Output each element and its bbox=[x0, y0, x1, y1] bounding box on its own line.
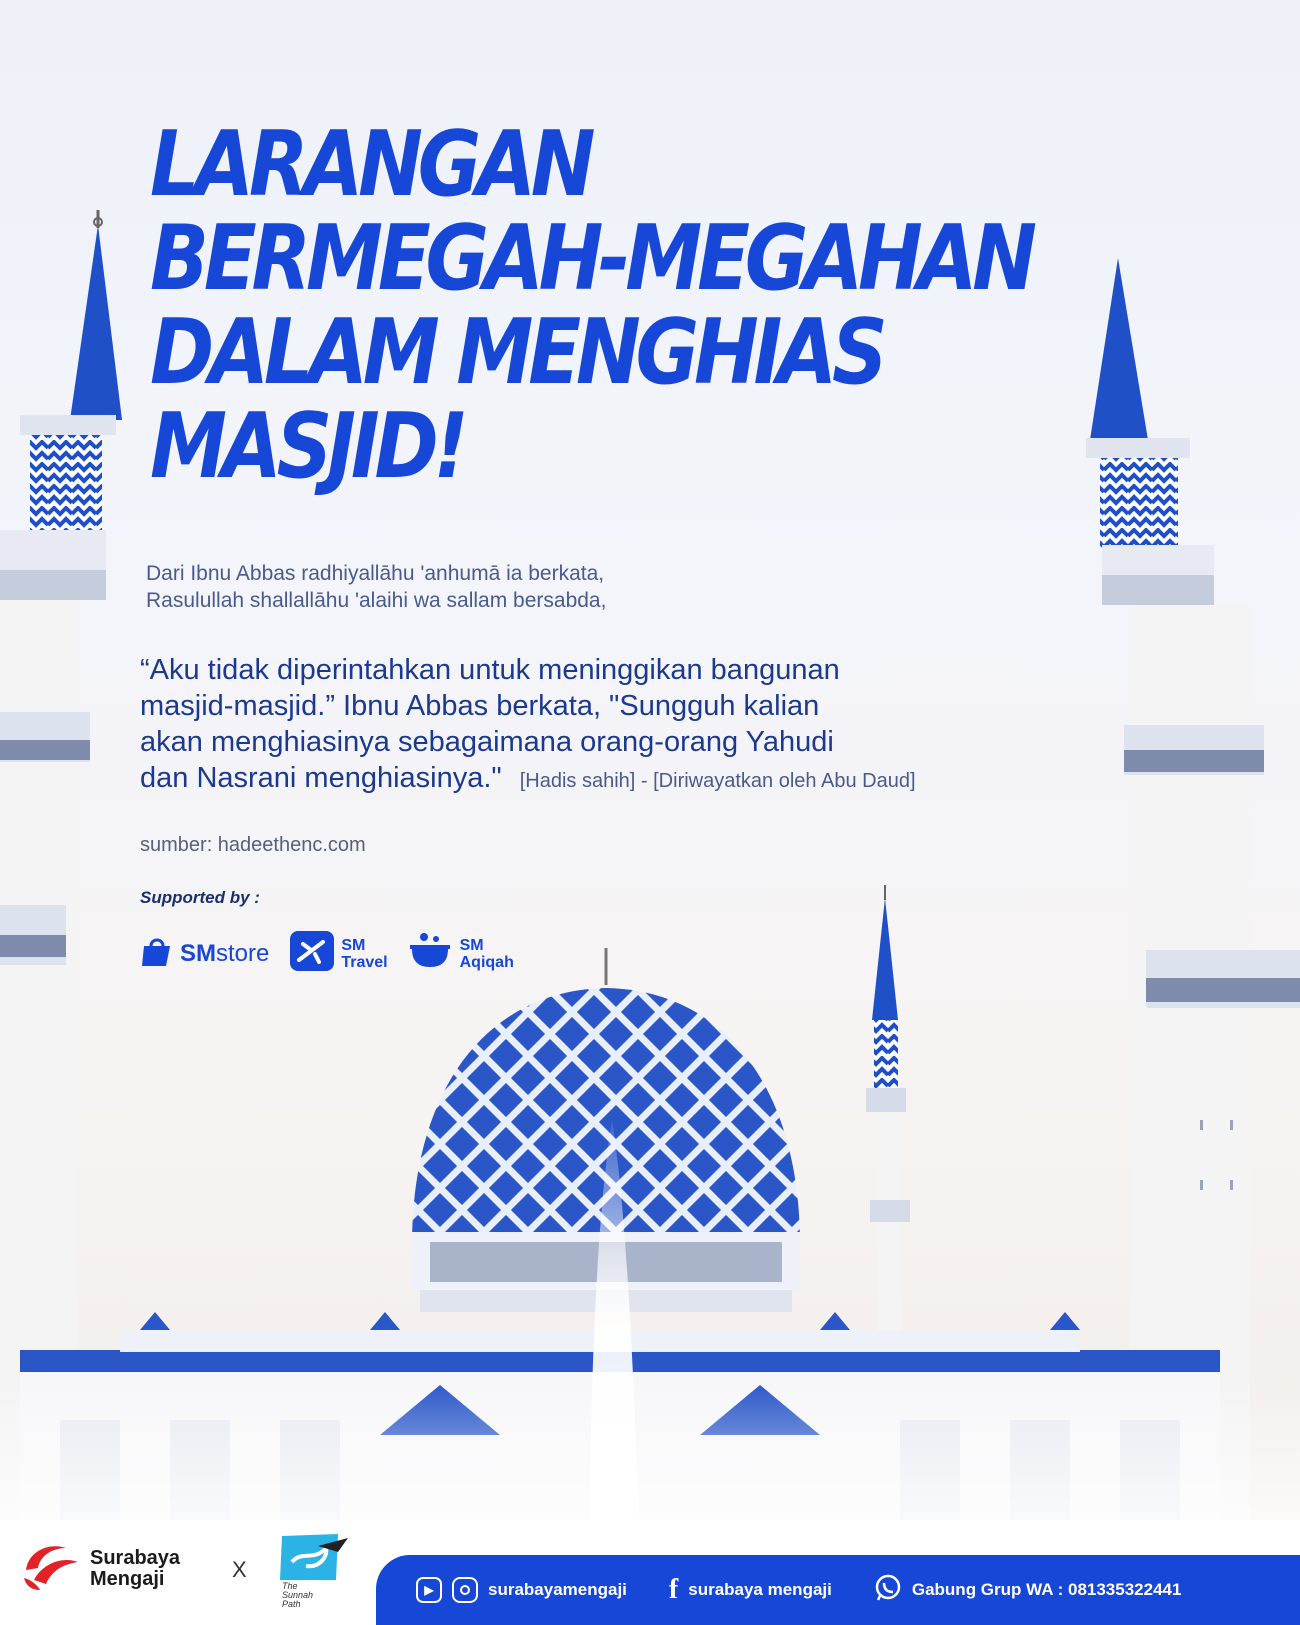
brand-line-1: Surabaya bbox=[90, 1546, 181, 1569]
youtube-icon[interactable]: ▶ bbox=[416, 1577, 442, 1603]
intro-line-1: Dari Ibnu Abbas radhiyallāhu 'anhumā ia berkata, bbox=[146, 562, 605, 585]
quote-line-3: akan menghiasinya sebagaimana orang-orang Yahudi bbox=[140, 726, 834, 758]
instagram-icon[interactable] bbox=[452, 1577, 478, 1603]
quote-line-1: “Aku tidak diperintahkan untuk meninggikan bangunan bbox=[140, 654, 840, 686]
collab-cross: X bbox=[232, 1557, 247, 1582]
source-text: sumber: hadeethenc.com bbox=[140, 834, 366, 856]
quote-line-4: dan Nasrani menghiasinya." bbox=[140, 762, 502, 794]
sponsor-logos bbox=[140, 930, 514, 977]
hadith-intro bbox=[146, 560, 606, 614]
smstore-light: store bbox=[216, 939, 270, 967]
title-line-4: MASJID! bbox=[150, 394, 464, 499]
instagram-handle[interactable]: surabayamengaji bbox=[488, 1580, 627, 1599]
shopping-bag-icon bbox=[140, 934, 174, 973]
smtravel-line-2: Travel bbox=[341, 953, 388, 971]
title-line-2: BERMEGAH-MEGAHAN bbox=[150, 206, 1032, 311]
sunnah-caption-1: The bbox=[282, 1581, 298, 1591]
smaqiqah-line-2: Aqiqah bbox=[459, 953, 514, 971]
surabaya-mengaji-brand bbox=[22, 1540, 180, 1597]
smstore-logo bbox=[140, 934, 269, 973]
facebook-name[interactable]: surabaya mengaji bbox=[688, 1580, 832, 1599]
smtravel-line-1: SM bbox=[341, 936, 366, 954]
airplane-icon bbox=[289, 930, 335, 977]
hadith-quote bbox=[140, 652, 916, 799]
sunnah-path-logo bbox=[278, 1532, 354, 1612]
intro-line-2: Rasulullah shallallāhu 'alaihi wa sallam bersabda, bbox=[146, 589, 607, 612]
cooking-pot-icon bbox=[408, 931, 454, 976]
sunnah-caption-2: Sunnah bbox=[282, 1590, 314, 1600]
smstore-bold: SM bbox=[180, 939, 216, 967]
title-line-1: LARANGAN bbox=[150, 112, 591, 217]
page-title bbox=[150, 112, 1032, 499]
brand-line-2: Mengaji bbox=[90, 1567, 165, 1590]
surabaya-mengaji-logo bbox=[22, 1540, 82, 1597]
small-minaret bbox=[866, 885, 910, 1332]
sunnah-caption-3: Path bbox=[282, 1599, 301, 1609]
supported-by-label: Supported by : bbox=[140, 888, 260, 907]
title-line-3: DALAM MENGHIAS bbox=[150, 300, 883, 405]
smaqiqah-logo bbox=[408, 931, 514, 976]
quote-line-4-wrap bbox=[140, 760, 916, 799]
quote-line-2: masjid-masjid.” Ibnu Abbas berkata, "Sungguh kalian bbox=[140, 690, 820, 722]
whatsapp-icon[interactable] bbox=[874, 1574, 902, 1607]
social-bar bbox=[376, 1555, 1300, 1625]
hadith-reference: [Hadis sahih] - [Diriwayatkan oleh Abu Daud] bbox=[519, 770, 916, 792]
smaqiqah-line-1: SM bbox=[459, 936, 484, 954]
whatsapp-group-text[interactable]: Gabung Grup WA : 081335322441 bbox=[911, 1580, 1182, 1599]
facebook-icon[interactable]: f bbox=[668, 1574, 679, 1605]
smtravel-logo bbox=[289, 930, 387, 977]
